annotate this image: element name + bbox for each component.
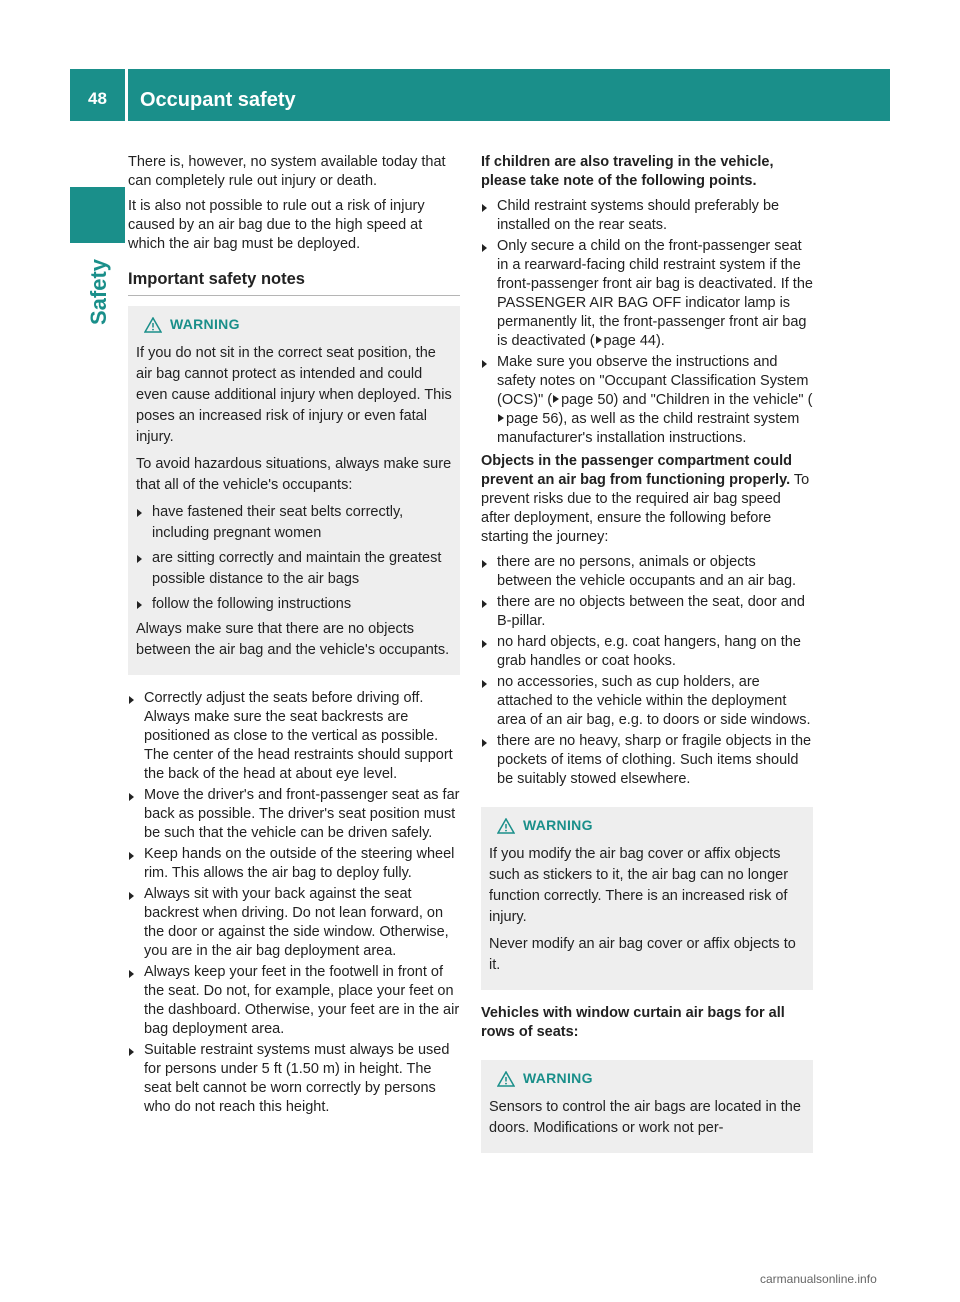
left-column (128, 153, 460, 1121)
children-heading: If children are also traveling in the vehicle, please take note of the following points. (481, 154, 774, 189)
intro-paragraph-2: It is also not possible to rule out a risk of injury caused by an air bag due to the high speed at which the air bag must be deployed. (128, 198, 425, 252)
list-item: Always keep your feet in the footwell in front of the seat. Do not, for example, place your feet on the dashboard. Otherwise, your feet are in the air bag deployment area. (128, 963, 460, 1039)
list-item: no hard objects, e.g. coat hangers, hang on the grab handles or coat hooks. (481, 633, 813, 671)
heading-rule (128, 295, 460, 296)
warning-box-2 (481, 807, 813, 990)
objects-paragraph (481, 452, 813, 547)
intro-paragraph-1: There is, however, no system available today that can completely rule out injury or death. (128, 154, 446, 189)
list-text: ), as well as the child restraint system manufacturer's installation instructions. (497, 411, 800, 446)
page-title: Occupant safety (140, 89, 296, 111)
warning-header (497, 815, 807, 836)
list-item: are sitting correctly and maintain the greatest possible distance to the air bags (136, 548, 454, 590)
page-reference-link[interactable]: page 44 (603, 333, 656, 349)
warning-box-3 (481, 1060, 813, 1153)
list-item: Child restraint systems should preferably be installed on the rear seats. (481, 197, 813, 235)
list-item: Always sit with your back against the seat backrest when driving. Do not lean forward, on the door or against the side window. Otherwise, you are in the air bag deployment area. (128, 885, 460, 961)
warning-triangle-icon (497, 818, 515, 834)
warning-text: To avoid hazardous situations, always make sure that all of the vehicle's occupants: (136, 456, 452, 493)
page-reference-link[interactable]: page 56 (506, 411, 559, 427)
list-item: Move the driver's and front-passenger seat as far back as possible. The driver's seat position must be such that the vehicle can be driven safely. (128, 786, 460, 843)
list-item: there are no persons, animals or objects between the vehicle occupants and an air bag. (481, 553, 813, 591)
warning-header (144, 314, 454, 335)
warning-box-1 (128, 306, 460, 675)
curtain-heading: Vehicles with window curtain air bags for all rows of seats: (481, 1005, 785, 1040)
list-text: ). (655, 333, 665, 349)
list-item: Suitable restraint systems must always be used for persons under 5 ft (1.50 m) in height. The seat belt cannot be worn correctly by persons who do not reach this height. (128, 1041, 460, 1117)
warning-text: Always make sure that there are no objects between the air bag and the vehicle's occupants. (136, 621, 450, 658)
list-item: Correctly adjust the seats before driving off. Always make sure the seat backrests are positioned as close to the vertical as possible. The center of the head restraints should support the back of the head at about eye level. (128, 689, 460, 784)
list-item: there are no heavy, sharp or fragile objects in the pockets of items of clothing. Such items should be suitably stowed elsewhere. (481, 732, 813, 789)
objects-text: To prevent risks due to the required air bag speed after deployment, ensure the following before starting the journey: (481, 472, 810, 545)
page-ref-arrow-icon (596, 336, 602, 344)
warning-title: WARNING (170, 316, 240, 332)
list-item: follow the following instructions (136, 594, 454, 615)
list-item: no accessories, such as cup holders, are attached to the vehicle within the deployment area of an air bag, e.g. to doors or side windows. (481, 673, 813, 730)
section-tab (70, 187, 125, 243)
page-ref-arrow-icon (553, 395, 559, 403)
warning-text: If you do not sit in the correct seat position, the air bag cannot protect as intended and could even cause additional injury when deployed. This poses an increased risk of injury or even fatal injury. (136, 345, 452, 445)
page-number: 48 (88, 89, 107, 108)
section-label: Safety (86, 258, 111, 325)
right-column (481, 153, 813, 1167)
objects-list (481, 553, 813, 789)
page-reference-link[interactable]: page 50 (561, 392, 614, 408)
warning-text: Sensors to control the air bags are located in the doors. Modifications or work not per- (489, 1099, 801, 1136)
warning-title: WARNING (523, 1070, 593, 1086)
list-item: have fastened their seat belts correctly, including pregnant women (136, 502, 454, 544)
list-item (481, 353, 813, 448)
list-text: Make sure you observe the instructions and safety notes on "Occupant Classification System (OCS)" ( (497, 354, 809, 408)
warning-triangle-icon (497, 1071, 515, 1087)
safety-list (128, 689, 460, 1117)
list-item: there are no objects between the seat, door and B-pillar. (481, 593, 813, 631)
children-list (481, 197, 813, 448)
header-divider (125, 69, 128, 121)
list-text: Only secure a child on the front-passenger seat in a rearward-facing child restraint system if the front-passenger front air bag is deactivated. If the PASSENGER AIR BAG OFF indicator lamp is permanently lit, the front-passenger front air bag is deactivated ( (497, 238, 813, 349)
warning-title: WARNING (523, 817, 593, 833)
list-text: ) and "Children in the vehicle" ( (613, 392, 813, 408)
warning-header (497, 1068, 807, 1089)
warning-list (136, 502, 454, 615)
objects-bold-text: Objects in the passenger compartment could prevent an air bag from functioning properly. (481, 453, 793, 488)
warning-text: Never modify an air bag cover or affix objects to it. (489, 936, 796, 973)
page-ref-arrow-icon (498, 414, 504, 422)
warning-text: If you modify the air bag cover or affix objects such as stickers to it, the air bag can no longer function correctly. There is an increased risk of injury. (489, 846, 789, 925)
section-heading: Important safety notes (128, 270, 305, 288)
list-item: Keep hands on the outside of the steering wheel rim. This allows the air bag to deploy fully. (128, 845, 460, 883)
list-item (481, 237, 813, 351)
warning-triangle-icon (144, 317, 162, 333)
watermark: carmanualsonline.info (760, 1272, 877, 1286)
